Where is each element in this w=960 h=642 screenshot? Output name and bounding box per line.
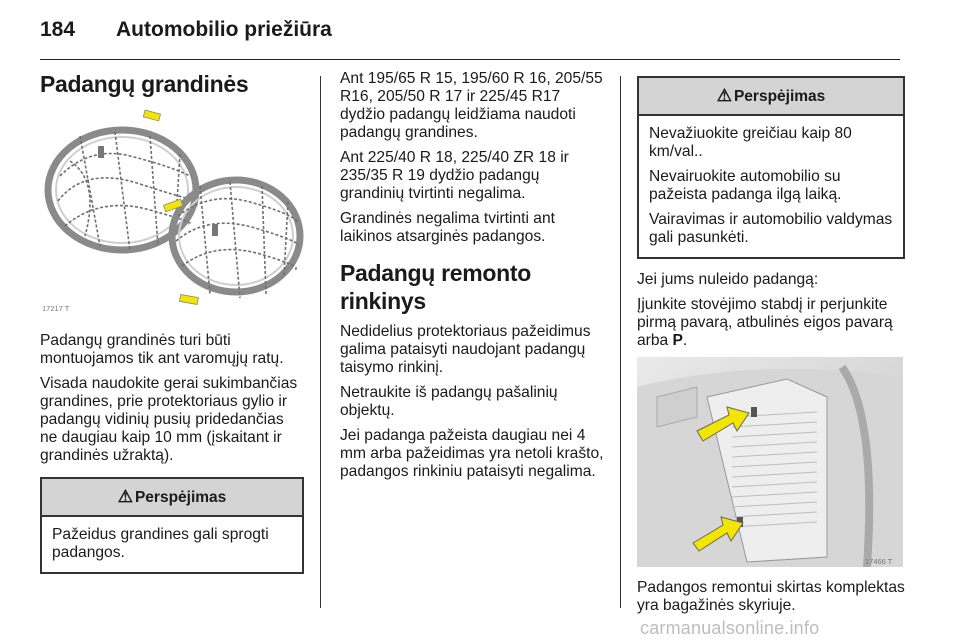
- gear-p-label: P: [672, 332, 683, 349]
- paragraph: Padangų grandinės turi būti montuojamos tik ant varomųjų ratų.: [40, 332, 284, 367]
- paragraph: Jei padanga pažeista daugiau nei 4 mm arba pažeidimas yra netoli krašto, padangos rinkiniu pataisyti negalima.: [340, 427, 604, 480]
- warning-header: [639, 78, 903, 116]
- paragraph: [637, 296, 905, 350]
- page-number: 184: [40, 18, 76, 41]
- paragraph: Nedidelius protektoriaus pažeidimus galima pataisyti naudojant padangų taisymo rinkinį.: [340, 323, 591, 376]
- paragraph: Ant 225/40 R 18, 225/40 ZR 18 ir 235/35 R 19 dydžio padangų grandinių tvirtinti negalima.: [340, 149, 569, 202]
- warning-body: [42, 517, 302, 572]
- watermark: carmanualsonline.info: [640, 618, 820, 638]
- column-2: [340, 70, 604, 488]
- section-title-repair-kit: Padangų remonto rinkinys: [340, 260, 532, 314]
- paragraph: Ant 195/65 R 15, 195/60 R 16, 205/55 R16, 205/50 R 17 ir 225/45 R17 dydžio padangų leidžiama naudoti padangų grandines.: [340, 70, 603, 141]
- column-divider: [320, 76, 321, 608]
- warning-body: [639, 116, 903, 257]
- warning-text: Nevairuokite automobilio su pažeista padanga ilgą laiką.: [649, 168, 842, 203]
- trunk-illustration: [637, 357, 903, 567]
- section-title-tire-chains: Padangų grandinės: [40, 71, 249, 97]
- page-header: [40, 18, 332, 42]
- warning-title: Perspėjimas: [733, 88, 826, 105]
- column-divider: [620, 76, 621, 608]
- header-divider: [40, 59, 900, 60]
- warning-triangle-icon: ⚠: [716, 86, 732, 105]
- tire-chains-illustration: [40, 106, 304, 312]
- warning-text: Nevažiuokite greičiau kaip 80 km/val..: [649, 125, 852, 160]
- warning-triangle-icon: ⚠: [117, 487, 133, 506]
- paragraph: Padangos remontui skirtas komplektas yra bagažinės skyriuje.: [637, 579, 905, 614]
- warning-box: [40, 477, 304, 574]
- warning-text: Vairavimas ir automobilio valdymas gali pasunkėti.: [649, 211, 893, 246]
- column-3: [637, 70, 905, 622]
- figure-code: 17466 T: [865, 557, 893, 566]
- paragraph-end: .: [682, 332, 688, 349]
- tire-chains-drawing: [40, 106, 304, 312]
- column-1: [40, 70, 304, 574]
- paragraph: Grandinės negalima tvirtinti ant laikinos atsarginės padangos.: [340, 210, 555, 245]
- figure-code: 17217 T: [42, 304, 70, 313]
- paragraph: Netraukite iš padangų pašalinių objektų.: [340, 384, 558, 419]
- warning-title: Perspėjimas: [134, 489, 227, 506]
- paragraph: Jei jums nuleido padangą:: [637, 271, 819, 288]
- trunk-drawing: [637, 357, 903, 567]
- warning-header: [42, 479, 302, 517]
- page-header-title: Automobilio priežiūra: [116, 18, 332, 41]
- warning-text: Pažeidus grandines gali sprogti padangos.: [52, 526, 269, 561]
- paragraph-text: Įjunkite stovėjimo stabdį ir perjunkite pirmą pavarą, atbulinės eigos pavarą arba: [637, 296, 893, 349]
- paragraph: Visada naudokite gerai sukimbančias grandines, prie protektoriaus gylio ir padangų vidinių pusių pridedančias ne daugiau kaip 10 mm (įskaitant ir grandinės užraktą).: [40, 375, 298, 464]
- warning-box: [637, 76, 905, 259]
